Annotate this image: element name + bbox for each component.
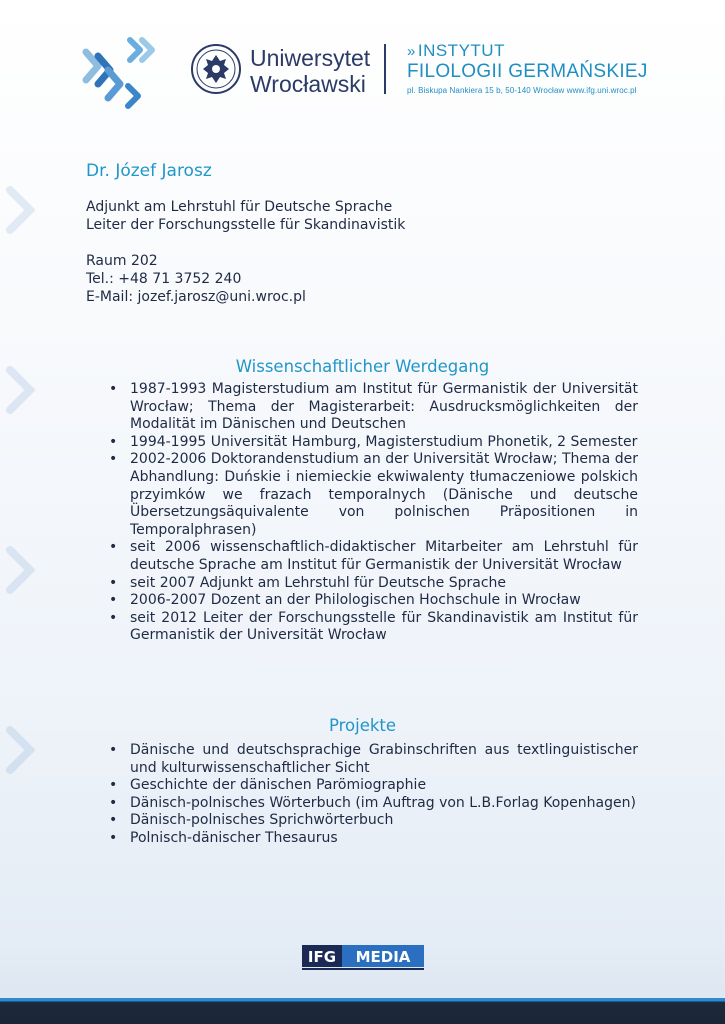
chevrons-logo-icon bbox=[80, 34, 160, 114]
list-item: • 1987-1993 Magisterstudium am Institut für Germanistik der Universität Wrocław; Thema der Magisterarbeit: Ausdrucksmöglichkeiten der Modalität im Dänischen und Deutschen bbox=[108, 381, 638, 434]
person-name: Dr. Józef Jarosz bbox=[86, 161, 212, 181]
email-link[interactable]: E-Mail: jozef.jarosz@uni.wroc.pl bbox=[86, 289, 306, 305]
institute-line2: FILOLOGII GERMAŃSKIEJ bbox=[407, 61, 648, 82]
list-item: • Polnisch-dänischer Thesaurus bbox=[108, 830, 638, 848]
list-item: • seit 2012 Leiter der Forschungsstelle für Skandinavistik am Institut für Germanistik der Universität Wrocław bbox=[108, 610, 638, 645]
list-item: • seit 2006 wissenschaftlich-didaktischer Mitarbeiter am Lehrstuhl für deutsche Sprache am Institut für Germanistik der Universität Wrocław bbox=[108, 539, 638, 574]
list-item: • seit 2007 Adjunkt am Lehrstuhl für Deutsche Sprache bbox=[108, 575, 638, 593]
ifg-media-logo bbox=[302, 945, 424, 971]
media-logo-text: MEDIA bbox=[355, 948, 411, 966]
projects-section-title: Projekte bbox=[328, 716, 397, 735]
position-line-1: Adjunkt am Lehrstuhl für Deutsche Sprache bbox=[86, 199, 393, 215]
institute-line1: INSTYTUT bbox=[417, 41, 505, 60]
contact-block bbox=[86, 198, 405, 306]
header-divider bbox=[384, 44, 386, 94]
list-item: • 2002-2006 Doktorandenstudium an der Universität Wrocław; Thema der Abhandlung: Duńskie i niemieckie ekwiwalenty tłumaczeniowe polskich przyimków we frazach temporalnych (Dänische und deutsche Übersetzungsäquivalente von polnischen Präpositionen in Temporalphrasen) bbox=[108, 451, 638, 539]
institute-address: pl. Biskupa Nankiera 15 b, 50-140 Wrocław www.ifg.uni.wroc.pl bbox=[407, 86, 637, 95]
list-item: • Dänisch-polnisches Sprichwörterbuch bbox=[108, 812, 638, 830]
university-name-line2: Wrocławski bbox=[250, 71, 366, 97]
ifg-logo-text: IFG bbox=[307, 948, 337, 966]
double-chevron-icon: » bbox=[407, 43, 416, 60]
university-name bbox=[250, 45, 370, 97]
projects-list bbox=[108, 742, 638, 848]
list-item: • 2006-2007 Dozent an der Philologischen Hochschule in Wrocław bbox=[108, 592, 638, 610]
university-name-line1: Uniwersytet bbox=[250, 45, 371, 71]
institute-block bbox=[407, 42, 648, 95]
list-item: • Dänische und deutschsprachige Grabinschriften aus textlinguistischer und kulturwissenschaftlicher Sicht bbox=[108, 742, 638, 777]
room: Raum 202 bbox=[86, 253, 158, 269]
list-item: • Dänisch-polnisches Wörterbuch (im Auftrag von L.B.Forlag Kopenhagen) bbox=[108, 795, 638, 813]
career-section-title: Wissenschaftlicher Werdegang bbox=[235, 357, 490, 376]
list-item: • 1994-1995 Universität Hamburg, Magisterstudium Phonetik, 2 Semester bbox=[108, 434, 638, 452]
background-chevrons-decoration bbox=[0, 150, 60, 850]
career-list bbox=[108, 381, 638, 645]
position-line-2: Leiter der Forschungsstelle für Skandinavistik bbox=[86, 217, 406, 233]
footer-bar bbox=[0, 998, 725, 1024]
list-item: • Geschichte der dänischen Parömiographie bbox=[108, 777, 638, 795]
university-seal-icon bbox=[190, 43, 242, 95]
phone: Tel.: +48 71 3752 240 bbox=[86, 271, 242, 287]
